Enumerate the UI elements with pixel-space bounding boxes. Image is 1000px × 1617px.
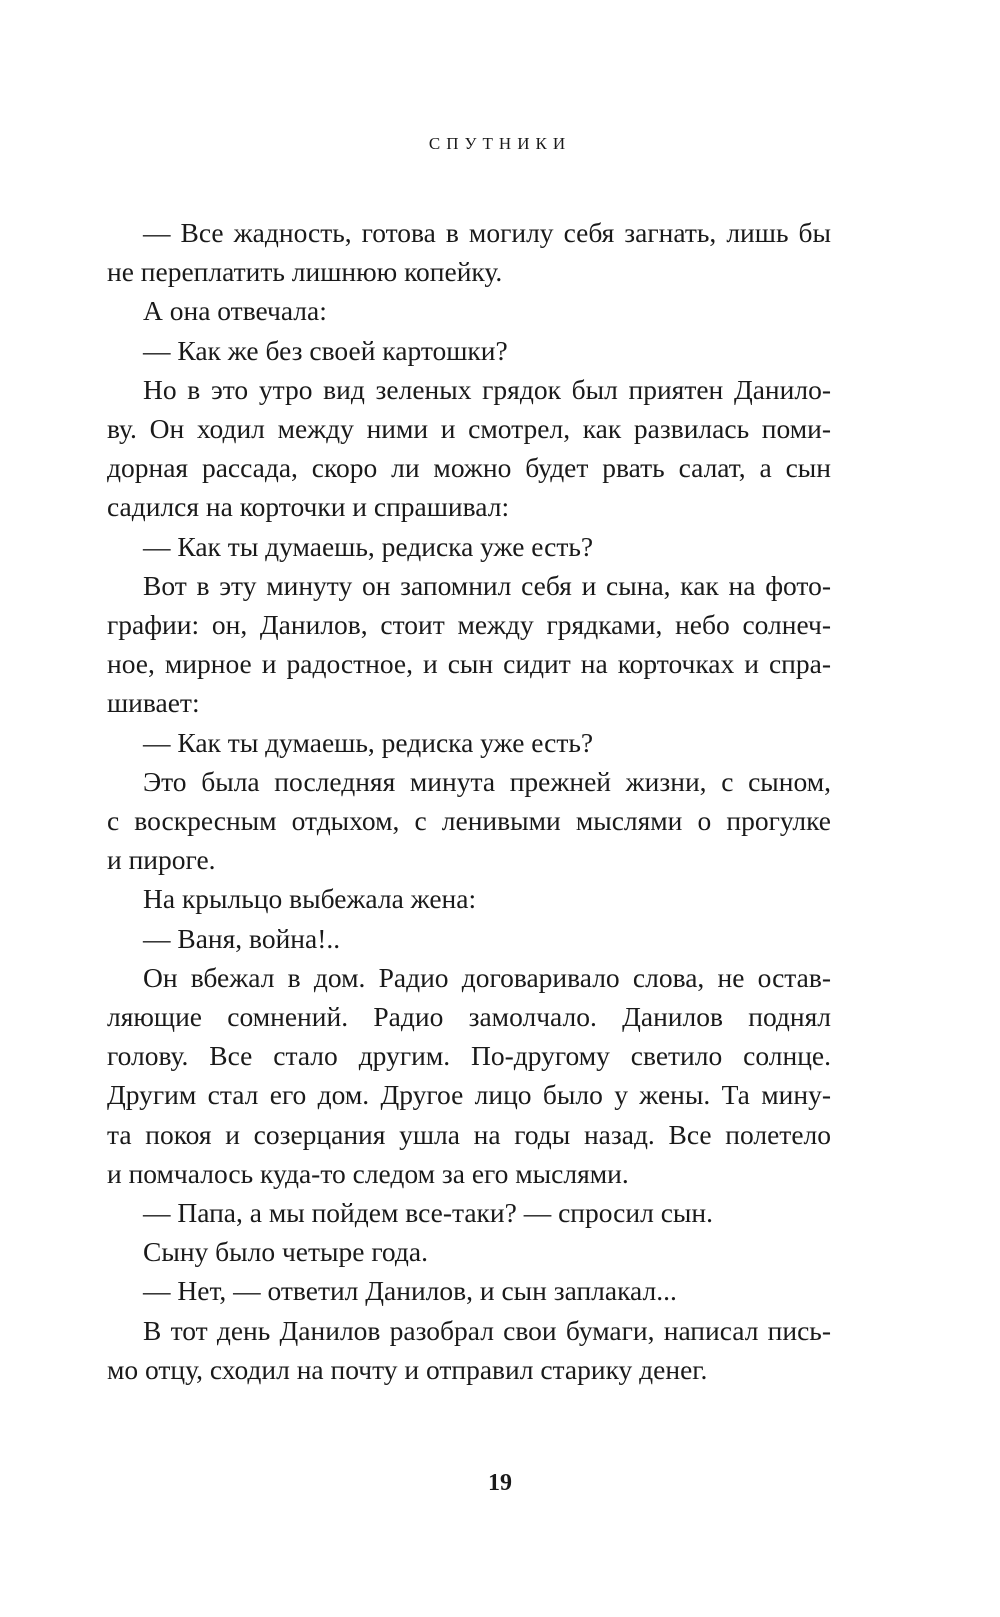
text-line: шивает: — [107, 687, 200, 719]
text-line: Вот в эту минуту он запомнил себя и сына, как на фото- — [143, 569, 831, 601]
text-line: дорная рассада, скоро ли можно будет рвать салат, а сын — [107, 452, 831, 484]
text-line: Это была последняя минута прежней жизни, с сыном, — [143, 765, 831, 797]
text-line: — Все жадность, готова в могилу себя загнать, лишь бы — [143, 217, 831, 248]
text-line: Сыну было четыре года. — [143, 1236, 428, 1268]
text-line: — Нет, — ответил Данилов, и сын заплакал... — [143, 1275, 677, 1307]
page-number: 19 — [488, 1470, 512, 1496]
text-line: Другим стал его дом. Другое лицо было у жены. Та мину- — [107, 1079, 831, 1111]
text-line: мо отцу, сходил на почту и отправил старику денег. — [107, 1353, 708, 1385]
text-line: — Как ты думаешь, редиска уже есть? — [143, 726, 594, 758]
text-line: — Папа, а мы пойдем все-таки? — спросил сын. — [143, 1197, 713, 1229]
text-line: В тот день Данилов разобрал свои бумаги, написал пись- — [143, 1314, 831, 1346]
text-line: та покоя и созерцания ушла на годы назад. Все полетело — [107, 1118, 831, 1150]
body-text — [107, 213, 831, 1389]
text-line: — Ваня, война!.. — [143, 922, 341, 954]
text-line: А она отвечала: — [143, 295, 327, 327]
text-line: и пироге. — [107, 844, 216, 876]
text-line: садился на корточки и спрашивал: — [107, 491, 510, 523]
text-line: — Как же без своей картошки? — [143, 334, 508, 366]
text-line: и помчалось куда-то следом за его мыслями. — [107, 1157, 629, 1189]
running-head: СПУТНИКИ — [428, 134, 572, 153]
text-line: Он вбежал в дом. Радио договаривало слова, не остав- — [143, 961, 831, 993]
text-line: ву. Он ходил между ними и смотрел, как развилась поми- — [107, 413, 831, 445]
text-line: не переплатить лишнюю копейку. — [107, 256, 503, 288]
text-line: На крыльцо выбежала жена: — [143, 883, 477, 915]
text-line: графии: он, Данилов, стоит между грядками, небо солнеч- — [107, 609, 831, 641]
text-line: — Как ты думаешь, редиска уже есть? — [143, 530, 594, 562]
text-line: Но в это утро вид зеленых грядок был приятен Данило- — [143, 373, 831, 405]
text-line: ляющие сомнений. Радио замолчало. Данилов поднял — [107, 1001, 831, 1033]
text-line: ное, мирное и радостное, и сын сидит на корточках и спра- — [107, 648, 831, 680]
text-line: голову. Все стало другим. По-другому светило солнце. — [107, 1040, 831, 1072]
text-line: с воскресным отдыхом, с ленивыми мыслями о прогулке — [107, 805, 831, 837]
